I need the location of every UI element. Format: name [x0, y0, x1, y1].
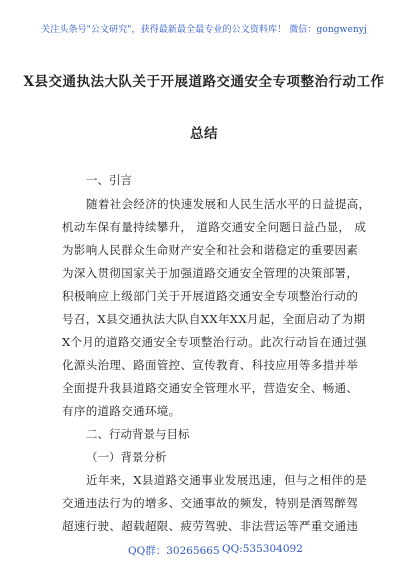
section-heading-background: 二、行动背景与目标 — [86, 427, 190, 441]
paragraph-line: 交通违法行为的增多、交通事故的频发，特别是酒驾醉驾 — [62, 496, 359, 510]
paragraph-line: 为深入贯彻国家关于加强道路交通安全管理的决策部署， — [62, 266, 359, 280]
paragraph-line: 号召，X县交通执法大队自XX年XX月起，全面启动了为期 — [62, 312, 366, 326]
footer-qq-group[interactable]: QQ群：30265665 — [128, 545, 220, 557]
paragraph-line: 全面提升我县道路交通安全管理水平，营造安全、畅通、 — [62, 381, 359, 395]
footer-qq-contact[interactable]: QQ:535304092 — [222, 543, 303, 555]
page-footer — [0, 543, 408, 563]
document-title: X县交通执法大队关于开展道路交通安全专项整治行动工作 — [23, 74, 385, 90]
paragraph-line: 随着社会经济的快速发展和人民生活水平的日益提高， — [86, 197, 371, 211]
paragraph-line: X个月的道路交通安全专项整治行动。此次行动旨在通过强 — [62, 335, 367, 349]
paragraph-line: 为影响人民群众生命财产安全和社会和谐稳定的重要因素 — [62, 243, 359, 257]
subsection-heading-background-analysis: （一）背景分析 — [86, 450, 167, 464]
paragraph-line: 积极响应上级部门关于开展道路交通安全专项整治行动的 — [62, 289, 359, 303]
paragraph-line: 化源头治理、路面管控、宣传教育、科技应用等多措并举 — [62, 358, 359, 372]
paragraph-line: 超速行驶、超载超限、疲劳驾驶、非法营运等严重交通违 — [62, 519, 359, 533]
header-banner[interactable]: 关注头条号"公文研究"，获得最新最全最专业的公文资料库！ 微信：gongwenyj — [41, 25, 367, 35]
paragraph-line: 机动车保有量持续攀升， 道路交通安全问题日益凸显， 成 — [62, 220, 367, 234]
paragraph-line: 有序的道路交通环境。 — [62, 404, 181, 418]
section-heading-introduction: 一、引言 — [86, 173, 132, 187]
document-title-continued: 总结 — [190, 126, 218, 142]
paragraph-line: 近年来，X县道路交通事业发展迅速，但与之相伴的是 — [86, 473, 368, 487]
